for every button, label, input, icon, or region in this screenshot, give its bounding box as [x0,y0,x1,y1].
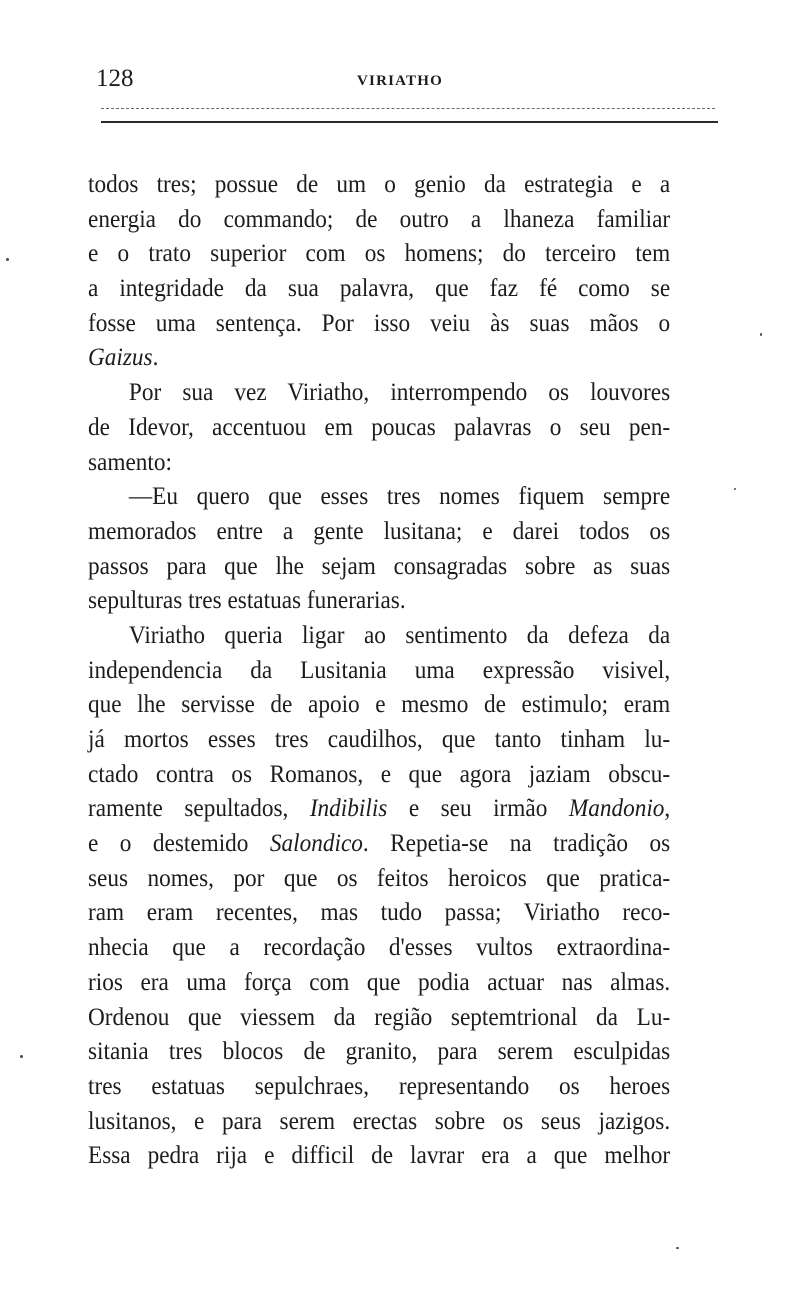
italic-name-salondico: Salondico [269,830,363,858]
text-fragment: e seu irmão [408,795,548,823]
text-line: tres estatuas sepulchraes, representando os heroes [88,1072,671,1100]
header-rule-dashed [101,108,715,109]
text-line [88,792,670,827]
text-line: Por sua vez Viriatho, interrompendo os louvores [128,379,671,407]
text-line: Ordenou que viessem da região septemtrional da Lu- [88,1003,671,1031]
text-line: rios era uma força com que podia actuar nas almas. [88,968,671,996]
text-fragment: e o destemido [88,830,249,858]
text-line: —Eu quero que esses tres nomes fiquem sempre [128,483,671,511]
running-title: VIRIATHO [357,73,443,89]
text-line: sepulturas tres estatuas funerarias. [88,587,406,615]
italic-word-gaizus: Gaizus [88,344,153,372]
text-fragment: . Repetia-se na tradição os [362,830,671,858]
text-line: Viriatho queria ligar ao sentimento da defeza da [128,621,671,649]
header-rule-solid [101,121,718,123]
punctuation: . [152,344,159,372]
text-line: sitania tres blocos de granito, para serem esculpidas [88,1038,671,1066]
scan-speck [20,1055,23,1058]
text-line: Essa pedra rija e difficil de lavrar era a que melhor [88,1142,671,1170]
text-line: que lhe servisse de apoio e mesmo de estimulo; eram [88,691,671,719]
scan-speck [760,333,762,336]
text-line: passos para que lhe sejam consagradas sobre as suas [88,552,671,580]
text-fragment: ramente sepultados, [88,795,289,823]
text-line: e o trato superior com os homens; do terceiro tem [88,240,671,268]
text-line: já mortos esses tres caudilhos, que tanto tinham lu- [88,726,671,753]
text-line: de Idevor, accentuou em poucas palavras o seu pen- [88,413,671,441]
scan-speck [6,258,9,261]
italic-name-mandonio: Mandonio [568,795,665,823]
body-text [88,168,670,1174]
text-line: ctado contra os Romanos, e que agora jaziam obscu- [88,760,671,788]
text-line: ram eram recentes, mas tudo passa; Viriatho reco- [88,899,671,927]
text-line: fosse uma sentença. Por isso veiu às suas mãos o [88,309,671,337]
punctuation: , [664,795,671,823]
text-line: samento: [88,448,172,476]
text-line: memorados entre a gente lusitana; e darei todos os [88,517,671,545]
scan-speck [734,488,736,490]
text-line: independencia da Lusitania uma expressão visivel, [88,656,671,684]
text-line: energia do commando; de outro a lhaneza familiar [88,205,671,233]
text-line: seus nomes, por que os feitos heroicos que pratica- [88,864,671,892]
page-number: 128 [96,65,134,92]
text-line [88,827,670,862]
text-line [88,341,670,376]
text-line: todos tres; possue de um o genio da estrategia e a [88,171,671,198]
text-line: a integridade da sua palavra, que faz fé como se [88,275,671,303]
scan-speck [676,1247,679,1249]
text-line: lusitanos, e para serem erectas sobre os seus jazigos. [88,1107,671,1135]
italic-name-indibilis: Indibilis [309,795,388,823]
text-line: nhecia que a recordação d'esses vultos extraordina- [88,934,671,962]
